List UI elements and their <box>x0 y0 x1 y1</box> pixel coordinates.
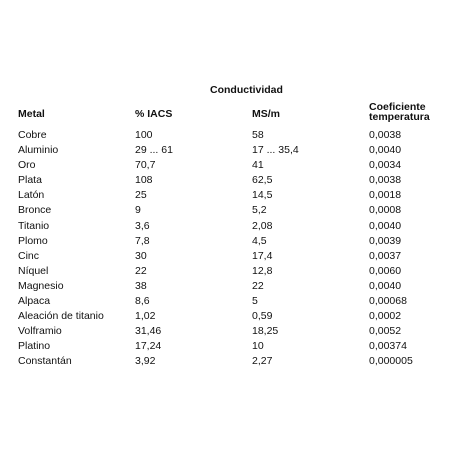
cell-iacs: 9 <box>135 204 141 217</box>
cell-temperature-coefficient: 0,0040 <box>369 144 402 157</box>
cell-iacs: 3,92 <box>135 355 156 368</box>
cell-ms-per-m: 17,4 <box>252 249 273 262</box>
table-row <box>0 264 450 279</box>
cell-temperature-coefficient: 0,0060 <box>369 264 402 277</box>
cell-ms-per-m: 62,5 <box>252 174 273 187</box>
header-coef-line2: temperatura <box>369 111 430 123</box>
table-row <box>0 294 450 309</box>
cell-iacs: 8,6 <box>135 295 150 308</box>
cell-metal: Cinc <box>18 249 40 262</box>
cell-iacs: 3,6 <box>135 219 150 232</box>
cell-iacs: 1,02 <box>135 310 156 323</box>
cell-iacs: 38 <box>135 279 147 292</box>
cell-ms-per-m: 18,25 <box>252 325 279 338</box>
table-row <box>0 128 450 143</box>
cell-metal: Magnesio <box>18 279 64 292</box>
cell-iacs: 22 <box>135 264 147 277</box>
cell-temperature-coefficient: 0,00374 <box>369 340 407 353</box>
table-row <box>0 158 450 173</box>
header-ms-per-m: MS/m <box>252 108 281 120</box>
cell-metal: Bronce <box>18 204 52 217</box>
table-row <box>0 309 450 324</box>
table-row <box>0 234 450 249</box>
cell-temperature-coefficient: 0,0018 <box>369 189 402 202</box>
table-row <box>0 339 450 354</box>
cell-temperature-coefficient: 0,0052 <box>369 325 402 338</box>
cell-temperature-coefficient: 0,00068 <box>369 295 407 308</box>
cell-metal: Aluminio <box>18 144 59 157</box>
cell-iacs: 25 <box>135 189 147 202</box>
cell-metal: Aleación de titanio <box>18 310 104 323</box>
cell-iacs: 31,46 <box>135 325 162 338</box>
table-row <box>0 143 450 158</box>
cell-ms-per-m: 58 <box>252 129 264 141</box>
table-row <box>0 279 450 294</box>
cell-iacs: 30 <box>135 249 147 262</box>
cell-temperature-coefficient: 0,0040 <box>369 219 402 232</box>
header-temperature-coefficient <box>369 102 430 122</box>
cell-temperature-coefficient: 0,0040 <box>369 279 402 292</box>
table-row <box>0 354 450 369</box>
cell-metal: Latón <box>18 189 45 202</box>
table-row <box>0 219 450 234</box>
cell-temperature-coefficient: 0,0002 <box>369 310 402 323</box>
cell-metal: Titanio <box>18 219 50 232</box>
cell-iacs: 29 ... 61 <box>135 144 173 157</box>
cell-metal: Volframio <box>18 325 62 338</box>
cell-temperature-coefficient: 0,0038 <box>369 129 402 141</box>
cell-metal: Oro <box>18 159 36 172</box>
header-iacs: % IACS <box>135 108 173 120</box>
cell-ms-per-m: 12,8 <box>252 264 273 277</box>
table-row <box>0 324 450 339</box>
cell-metal: Níquel <box>18 264 49 277</box>
table-title: Conductividad <box>210 84 283 96</box>
cell-ms-per-m: 4,5 <box>252 234 267 247</box>
cell-temperature-coefficient: 0,0039 <box>369 234 402 247</box>
header-coef-line1: Coeficiente <box>369 101 426 113</box>
table-body <box>0 128 450 370</box>
cell-ms-per-m: 5 <box>252 295 258 308</box>
cell-ms-per-m: 0,59 <box>252 310 273 323</box>
cell-ms-per-m: 17 ... 35,4 <box>252 144 299 157</box>
cell-metal: Cobre <box>18 129 47 141</box>
cell-temperature-coefficient: 0,0037 <box>369 249 402 262</box>
cell-metal: Alpaca <box>18 295 51 308</box>
cell-ms-per-m: 14,5 <box>252 189 273 202</box>
cell-iacs: 100 <box>135 129 153 141</box>
cell-ms-per-m: 41 <box>252 159 264 172</box>
cell-temperature-coefficient: 0,0034 <box>369 159 402 172</box>
table-row <box>0 173 450 188</box>
cell-iacs: 17,24 <box>135 340 162 353</box>
cell-ms-per-m: 22 <box>252 279 264 292</box>
cell-metal: Plomo <box>18 234 48 247</box>
table-row <box>0 203 450 218</box>
table-row <box>0 249 450 264</box>
cell-metal: Platino <box>18 340 51 353</box>
cell-iacs: 70,7 <box>135 159 156 172</box>
cell-iacs: 108 <box>135 174 153 187</box>
cell-iacs: 7,8 <box>135 234 150 247</box>
table-row <box>0 188 450 203</box>
cell-ms-per-m: 10 <box>252 340 264 353</box>
cell-temperature-coefficient: 0,0008 <box>369 204 402 217</box>
cell-temperature-coefficient: 0,0038 <box>369 174 402 187</box>
cell-ms-per-m: 5,2 <box>252 204 267 217</box>
cell-metal: Plata <box>18 174 42 187</box>
cell-metal: Constantán <box>18 355 72 368</box>
cell-temperature-coefficient: 0,000005 <box>369 355 413 368</box>
cell-ms-per-m: 2,08 <box>252 219 273 232</box>
header-metal: Metal <box>18 108 45 120</box>
cell-ms-per-m: 2,27 <box>252 355 273 368</box>
